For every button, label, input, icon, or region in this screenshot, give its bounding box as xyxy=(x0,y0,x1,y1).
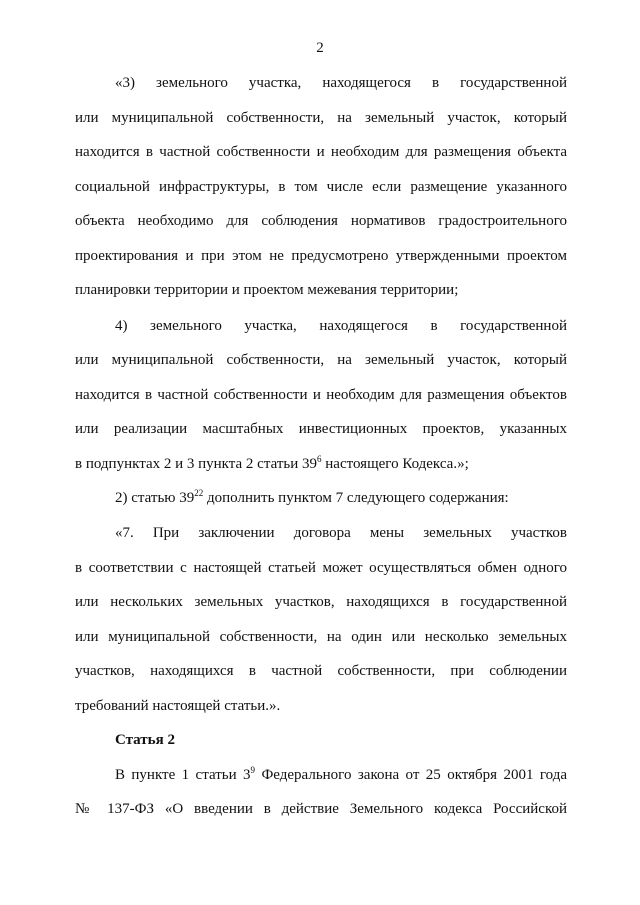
text-line: социальной инфраструктуры, в том числе если размещение указанного xyxy=(75,179,567,195)
text-line: находится в частной собственности и необходим для размещения объектов xyxy=(75,387,567,403)
text-line: В пункте 1 статьи $3^9$ Федерального закона от 25 октября 2001 года xyxy=(115,765,567,783)
text-line: или нескольких земельных участков, находящихся в государственной xyxy=(75,594,567,610)
text-line: или муниципальной собственности, на земельный участок, который xyxy=(75,110,567,126)
text-line: «7. При заключении договора мены земельных участков xyxy=(115,525,567,541)
text-line: планировки территории и проектом межевания территории; xyxy=(75,282,459,298)
text-line: или реализации масштабных инвестиционных проектов, указанных xyxy=(75,421,567,437)
page-number: 2 xyxy=(316,40,324,56)
text-line: «3) земельного участка, находящегося в государственной xyxy=(115,75,567,91)
text-line: в соответствии с настоящей статьей может осуществляться обмен одного xyxy=(75,560,567,576)
text-line: участков, находящихся в частной собственности, при соблюдении xyxy=(75,663,567,679)
text-line: объекта необходимо для соблюдения нормативов градостроительного xyxy=(75,213,567,229)
text-line: или муниципальной собственности, на один или несколько земельных xyxy=(75,629,567,645)
text-line: 2) статью $39^{22}$ дополнить пунктом 7 следующего содержания: xyxy=(115,488,509,506)
text-line: проектирования и при этом не предусмотрено утвержденными проектом xyxy=(75,248,567,264)
article-heading: Статья 2 xyxy=(115,732,175,748)
text-line: № 137-ФЗ «О введении в действие Земельного кодекса Российской xyxy=(75,801,567,817)
text-line: находится в частной собственности и необходим для размещения объекта xyxy=(75,144,567,160)
superscript: 6 xyxy=(317,454,322,464)
text-line: 4) земельного участка, находящегося в государственной xyxy=(115,318,567,334)
text-line: или муниципальной собственности, на земельный участок, который xyxy=(75,352,567,368)
text-line: требований настоящей статьи.». xyxy=(75,698,281,714)
superscript: 22 xyxy=(194,488,204,498)
text-line: в подпунктах 2 и 3 пункта 2 статьи $39^6$ настоящего Кодекса.»; xyxy=(75,454,469,472)
superscript: 9 xyxy=(250,765,256,775)
